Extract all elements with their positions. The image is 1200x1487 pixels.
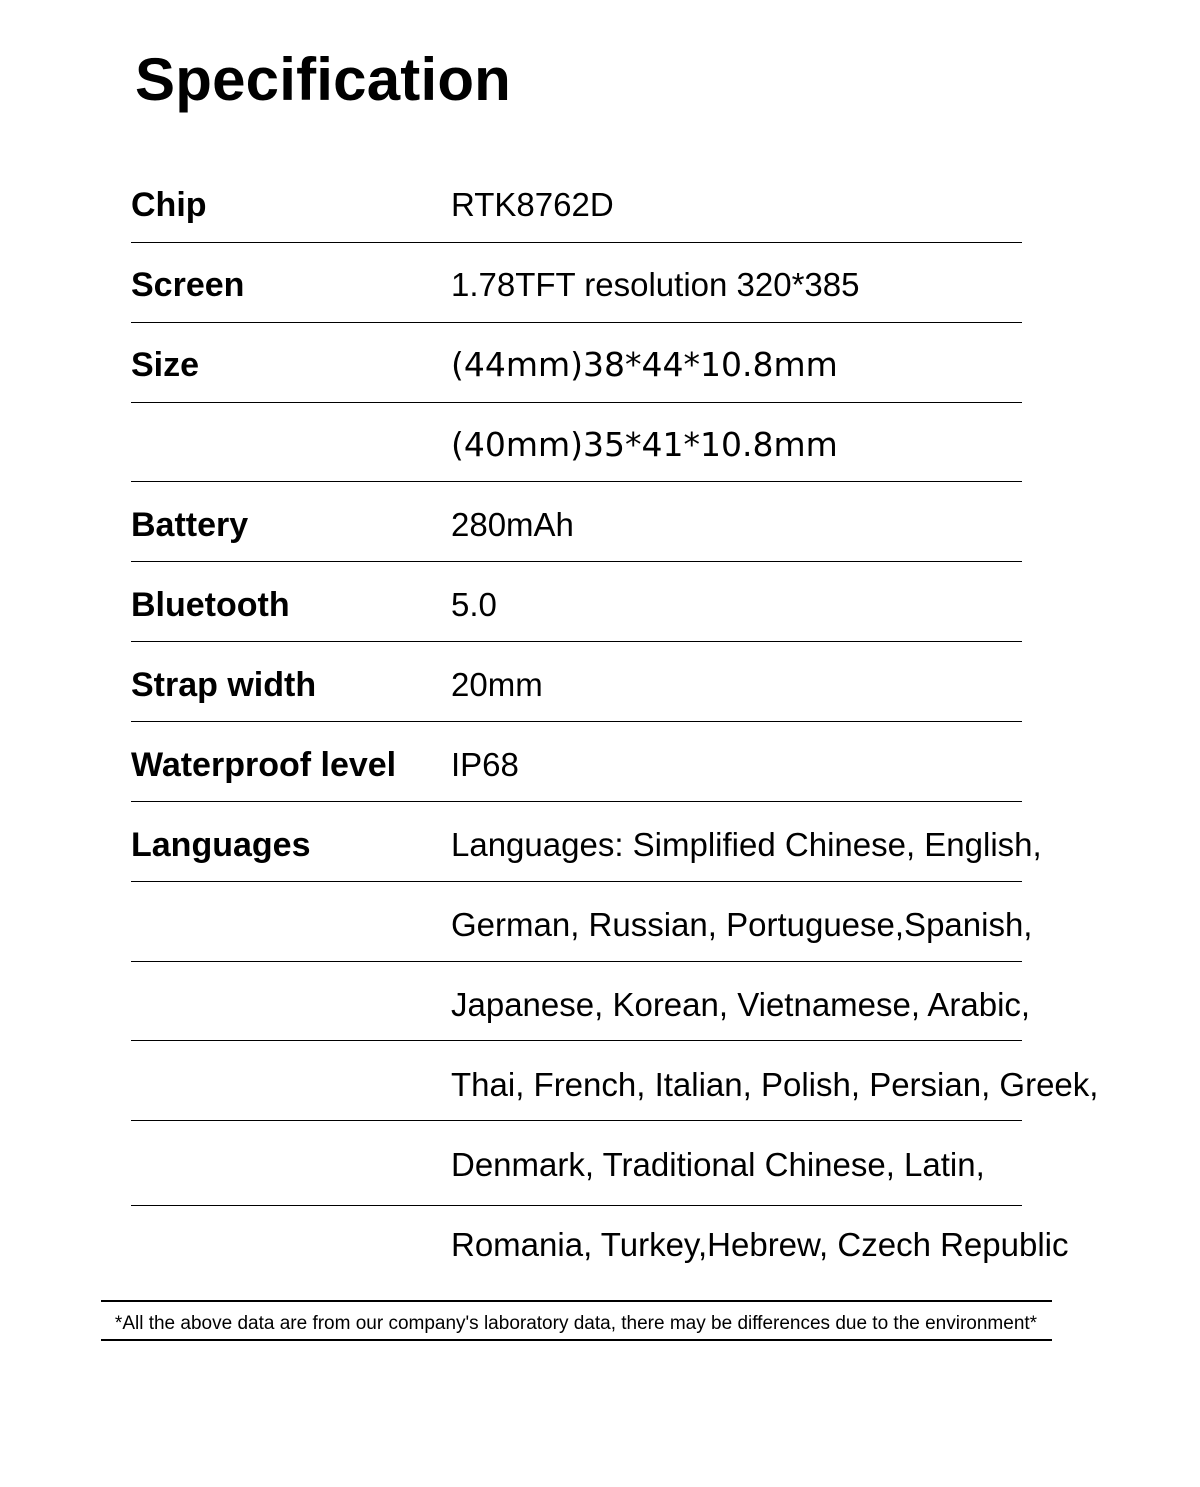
- row-divider: [131, 1205, 1022, 1206]
- spec-value: 1.78TFT resolution 320*385: [451, 266, 860, 303]
- row-divider: [131, 402, 1022, 403]
- spec-value: Japanese, Korean, Vietnamese, Arabic,: [451, 986, 1031, 1023]
- spec-row-strap-width: [0, 655, 1200, 715]
- footer-top-rule: [101, 1300, 1052, 1302]
- spec-label: Size: [131, 346, 200, 384]
- spec-value: Romania, Turkey,Hebrew, Czech Republic: [451, 1226, 1069, 1263]
- row-divider: [131, 322, 1022, 323]
- row-divider: [131, 801, 1022, 802]
- spec-value: Thai, French, Italian, Polish, Persian, Greek,: [451, 1066, 1099, 1103]
- spec-row-battery: [0, 495, 1200, 555]
- spec-row-languages: [0, 815, 1200, 875]
- row-divider: [131, 242, 1022, 243]
- spec-label: Battery: [131, 506, 249, 544]
- spec-value: IP68: [451, 746, 519, 783]
- spec-row-chip: [0, 175, 1200, 235]
- spec-label: Chip: [131, 186, 207, 224]
- row-divider: [131, 481, 1022, 482]
- footer-bottom-rule: [101, 1339, 1052, 1341]
- spec-label: Languages: [131, 826, 311, 864]
- spec-value: 5.0: [451, 586, 497, 623]
- row-divider: [131, 721, 1022, 722]
- spec-row-languages-cont: [0, 895, 1200, 955]
- spec-value: (40mm)35*41*10.8mm: [451, 425, 838, 464]
- spec-label: Strap width: [131, 666, 317, 704]
- row-divider: [131, 1120, 1022, 1121]
- spec-row-languages-cont: [0, 1055, 1200, 1115]
- footer-disclaimer: *All the above data are from our company's laboratory data, there may be differences due to the environment*: [114, 1313, 1038, 1334]
- spec-label: Screen: [131, 266, 245, 304]
- spec-row-languages-cont: [0, 975, 1200, 1035]
- page-title: Specification: [135, 46, 512, 113]
- spec-label: Bluetooth: [131, 586, 290, 624]
- spec-label: Waterproof level: [131, 746, 397, 784]
- spec-value: German, Russian, Portuguese,Spanish,: [451, 906, 1033, 943]
- spec-row-size-40mm: [0, 415, 1200, 475]
- spec-row-size: [0, 335, 1200, 395]
- row-divider: [131, 561, 1022, 562]
- spec-row-waterproof: [0, 735, 1200, 795]
- spec-value: 280mAh: [451, 506, 574, 543]
- spec-value: Languages: Simplified Chinese, English,: [451, 826, 1042, 863]
- spec-row-languages-cont: [0, 1215, 1200, 1275]
- row-divider: [131, 881, 1022, 882]
- spec-value: RTK8762D: [451, 186, 614, 223]
- spec-value: Denmark, Traditional Chinese, Latin,: [451, 1146, 985, 1183]
- spec-row-screen: [0, 255, 1200, 315]
- spec-row-bluetooth: [0, 575, 1200, 635]
- row-divider: [131, 641, 1022, 642]
- spec-value: (44mm)38*44*10.8mm: [451, 345, 838, 384]
- row-divider: [131, 961, 1022, 962]
- row-divider: [131, 1040, 1022, 1041]
- spec-value: 20mm: [451, 666, 543, 703]
- spec-row-languages-cont: [0, 1135, 1200, 1195]
